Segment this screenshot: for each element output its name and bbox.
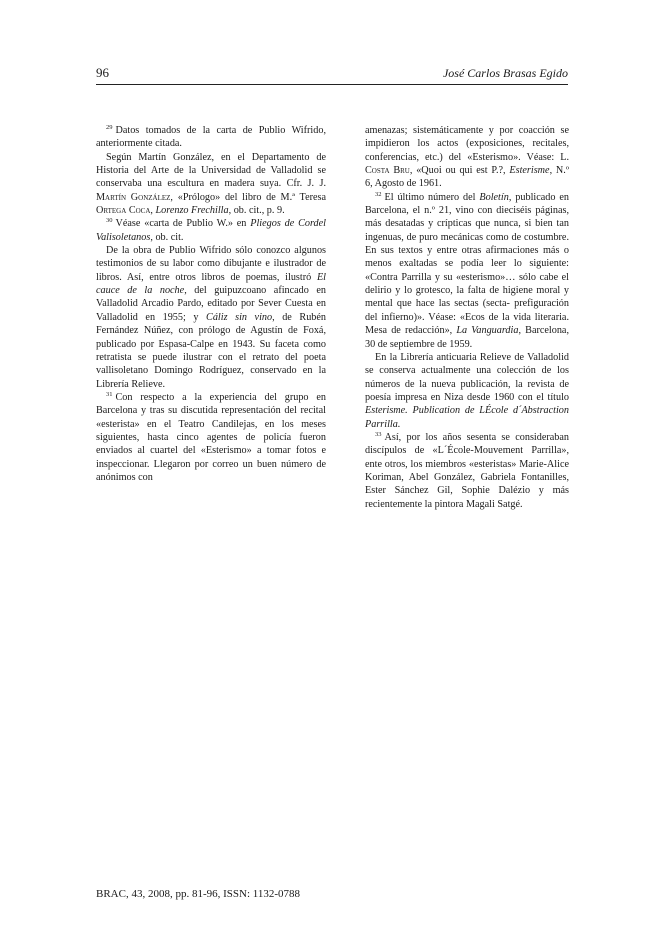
footnote-29: $^{29}$ Datos tomados de la carta de Publio Wifrido, anteriormente citada. [96,124,326,150]
footnote-29-cont: Según Martín González, en el Departamento de Historia del Arte de la Universidad de Valladolid se conservaba una escultura en madera suya. Cfr. J. J. Martín González, «Prólogo» del libro de M.ª Teresa Ortega Coca, Lorenzo Frechilla, ob. cit., p. 9. [96,151,326,217]
footnote-number: 31 [106,390,113,398]
footnote-number: 33 [375,430,382,438]
footnote-31: $^{31}$ Con respecto a la experiencia del grupo en Barcelona y tras su discutida representación del recital «esterista» en el Teatro Candilejas, en los meses siguientes, hasta cinco agentes de policía fueron enviados al cuartel del «Esterismo» a tomar fotos e inspeccionar. Llegaron por correo un buen número de anónimos con [96,390,326,483]
footnote-number: 29 [106,124,113,131]
footnote-30: $^{30}$ Véase «carta de Publio W.» en Pliegos de Cordel Valisoletanos, ob. cit. [96,217,327,243]
footnote-33: $^{33}$ Así, por los años sesenta se consideraban discípulos de «L´École-Mouvement Parrilla», ente otros, los miembros «esteristas» Marie-Alice Koriman, Abel González, Gabriela Fontanilles, Ester Sánchez Gil, Sophie Dalézio y más recientemente la pintora Magali Satgé. [365,430,569,510]
footnote-32: $^{32}$ El último número del Boletín, publicado en Barcelona, el n.º 21, vino con dieciséis páginas, más desatadas y crípticas que nunca, si bien tan ingenuas, de puro mecánicas como de costumbre. En sus textos y entre otras afirmaciones más o menos exaltadas se podía leer lo siguiente: «Contra Parrilla y su «esterismo»… sólo cabe el delirio y lo grotesco, la falta de higiene moral y mental que hace las sectas (secta- prefiguración del infierno)». Véase: «Ecos de la vida literaria. Mesa de redacción», La Vanguardia, Barcelona, 30 de septiembre de 1959. [365,190,569,350]
footnote-30-cont: De la obra de Publio Wifrido sólo conozco algunos testimonios de su labor como dibujante e ilustrador de libros. Así, entre otros libros de poemas, ilustró El cauce de la noche, del guipuzcoano afincado en Valladolid Arcadio Pardo, editado por Sever Cuesta en Valladolid en 1955; y Cáliz sin vino, de Rubén Fernández Núñez, con prólogo de Agustín de Foxá, publicado por Espasa-Calpe en 1943. Su faceta como retratista se puede ilustrar con el retrato del poeta vallisoletano Domingo Rodríguez, conservado en la Librería Relieve. [96,245,326,390]
page-footer: BRAC, 43, 2008, pp. 81-96, ISSN: 1132-0788 [96,888,301,900]
footnote-31-cont: amenazas; sistemáticamente y por coacción se impidieron los actos (exposiciones, recitales, conferencias, etc.) del «Esterismo». Véase: L. Costa Bru, «Quoi ou qui est P.?, Esterisme, N.º 6, Agosto de 1961. [365,125,569,190]
page-number: 96 [96,65,109,80]
footnote-32-cont: En la Librería anticuaria Relieve de Valladolid se conserva actualmente una colección de los números de la nueva publicación, la revista de poesía impresa en Niza desde 1960 con el título Esterisme. Publication de LÉcole d´Abstraction Parrilla. [365,351,569,430]
footnote-number: 30 [106,217,113,225]
footnote-number: 32 [375,190,382,198]
running-title: José Carlos Brasas Egido [442,66,568,80]
running-header [96,64,568,85]
left-column [96,124,326,484]
right-column [365,124,569,511]
